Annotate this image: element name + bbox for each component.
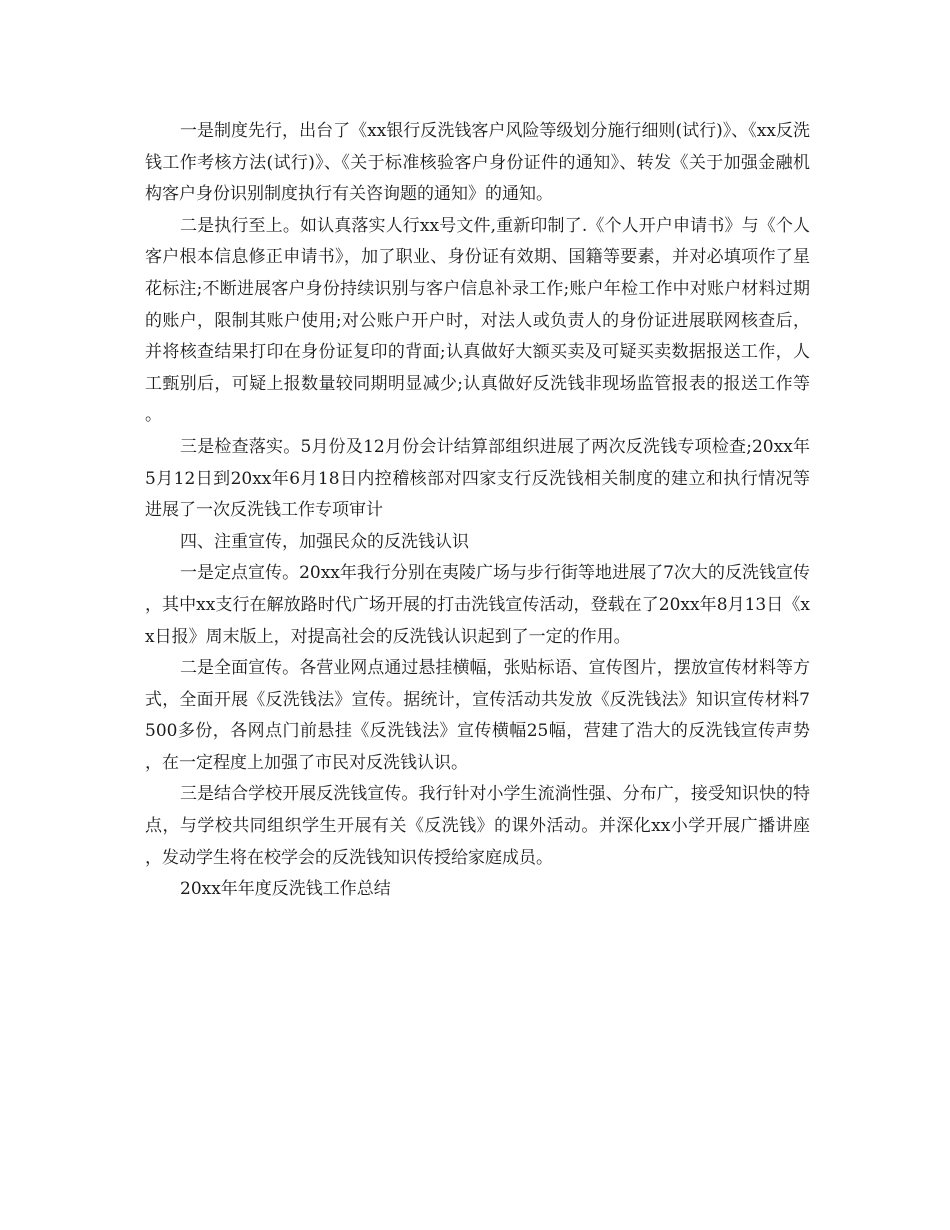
paragraph-school-publicity: 三是结合学校开展反洗钱宣传。我行针对小学生流淌性强、分布广，接受知识快的特点，与学校共同组织学生开展有关《反洗钱》的课外活动。并深化xx小学开展广播讲座，发动学生将在校学会的反洗钱知识传授给家庭成员。 — [145, 784, 810, 868]
paragraph-fixed-point-publicity: 一是定点宣传。20xx年我行分别在夷陵广场与步行街等地进展了7次大的反洗钱宣传，其中xx支行在解放路时代广场开展的打击洗钱宣传活动，登载在了20xx年8月13日《xx日报》周末版上，对提高社会的反洗钱认识起到了一定的作用。 — [145, 563, 810, 647]
paragraph-inspection: 三是检查落实。5月份及12月份会计结算部组织进展了两次反洗钱专项检查;20xx年5月12日到20xx年6月18日内控稽核部对四家支行反洗钱相关制度的建立和执行情况等进展了一次反洗钱工作专项审计 — [145, 436, 810, 521]
document-body — [145, 116, 810, 906]
paragraph-comprehensive-publicity: 二是全面宣传。各营业网点通过悬挂横幅，张贴标语、宣传图片，摆放宣传材料等方式，全面开展《反洗钱法》宣传。据统计，宣传活动共发放《反洗钱法》知识宣传材料7500多份，各网点门前悬挂《反洗钱法》宣传横幅25幅，营建了浩大的反洗钱宣传声势，在一定程度上加强了市民对反洗钱认识。 — [145, 658, 810, 773]
paragraph-execution: 二是执行至上。如认真落实人行xx号文件,重新印制了.《个人开户申请书》与《个人客户根本信息修正申请书》，加了职业、身份证有效期、国籍等要素，并对必填项作了星花标注;不断进展客户身份持续识别与客户信息补录工作;账户年检工作中对账户材料过期的账户，限制其账户使用;对公账户开户时，对法人或负责人的身份证进展联网核查后，并将核查结果打印在身份证复印的背面;认真做好大额买卖及可疑买卖数据报送工作，人工甄别后，可疑上报数量较同期明显减少;认真做好反洗钱非现场监管报表的报送工作等。 — [145, 215, 810, 426]
document-title-line: 20xx年年度反洗钱工作总结 — [180, 879, 391, 900]
section-heading-publicity: 四、注重宣传，加强民众的反洗钱认识 — [180, 531, 469, 552]
paragraph-system-first: 一是制度先行，出台了《xx银行反洗钱客户风险等级划分施行细则(试行)》、《xx反洗钱工作考核方法(试行)》、《关于标准核验客户身份证件的通知》、转发《关于加强金融机构客户身份识别制度执行有关咨询题的通知》的通知。 — [145, 121, 810, 205]
